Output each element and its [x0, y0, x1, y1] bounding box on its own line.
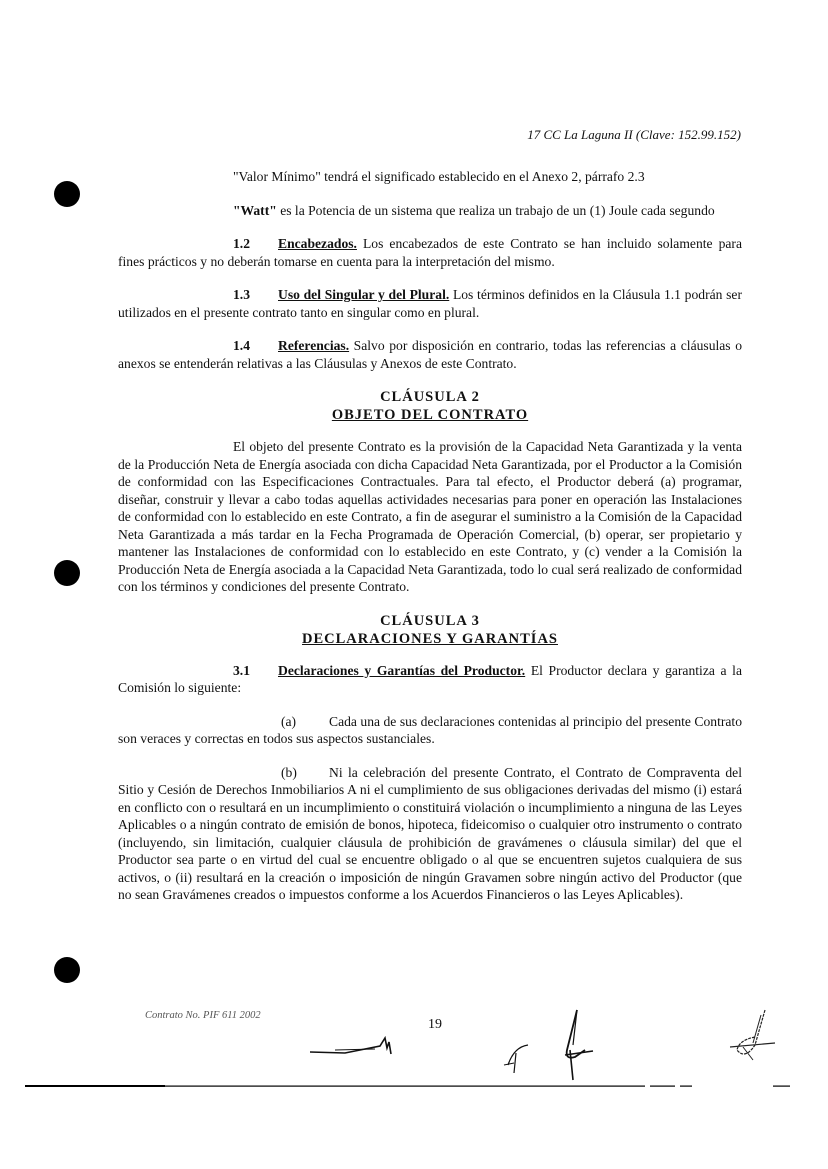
signature-4 [725, 1005, 785, 1065]
definition-watt [118, 202, 742, 220]
section-text: El Productor declara y garantiza a la Comisión lo siguiente: [118, 662, 742, 695]
signature-3 [555, 1005, 605, 1085]
section-title: Uso del Singular y del Plural. [278, 287, 450, 302]
clause-title: DECLARACIONES Y GARANTÍAS [302, 630, 558, 647]
clause-2-heading [118, 388, 742, 424]
section-title: Encabezados. [278, 236, 357, 251]
signature-2 [500, 1035, 540, 1080]
section-text: Los encabezados de este Contrato se han incluido solamente para fines prácticos y no deberán tomarse en cuenta para la interpretación del mismo. [118, 236, 742, 269]
section-1-4 [118, 337, 742, 372]
section-number: 1.4 [233, 338, 250, 353]
punch-hole-top [54, 181, 80, 207]
item-label: (b) [281, 764, 297, 780]
section-number: 1.2 [233, 236, 250, 251]
clause-3-heading [118, 612, 742, 648]
definition-term: "Watt" [233, 202, 277, 218]
bottom-rule [25, 1085, 790, 1087]
section-1-3 [118, 286, 742, 321]
item-text: Ni la celebración del presente Contrato, el Contrato de Compraventa del Sitio y Cesión de Derechos Inmobiliarios A ni el cumplimiento de sus obligaciones derivadas del mismo (i) estará en conflicto con o resultará en un incumplimiento o constituirá violación o incumplimiento a ninguna de las Leyes Aplicables o a ningún contrato de emisión de bonos, hipoteca, fideicomiso o cualquier otro instrumento o contrato (incluyendo, sin limitación, cualquier cláusula de prohibición de gravámenes o cláusula similar) del que el Productor sea parte o en virtud del cual se encuentre obligado o al que se encuentren sujetos cualquiera de sus activos, o (ii) resultará en la creación o imposición de ningún Gravamen sobre ningún activo del Productor (que no sean Gravámenes creados o impuestos conforme a los Acuerdos Financieros o las Leyes Aplicables). [118, 764, 742, 902]
clause-label: CLÁUSULA 2 [380, 389, 480, 405]
definition-valor-minimo [118, 168, 742, 186]
section-text: Salvo por disposición en contrario, todas las referencias a cláusulas o anexos se entenderán relativas a las Cláusulas y Anexos de este Contrato. [118, 338, 742, 371]
definition-term: "Valor Mínimo" [233, 169, 321, 184]
definition-text: tendrá el significado establecido en el Anexo 2, párrafo 2.3 [320, 169, 645, 184]
punch-hole-bottom [54, 957, 80, 983]
section-number: 1.3 [233, 287, 250, 302]
item-b [118, 764, 742, 904]
document-body [118, 168, 742, 920]
signature-1 [305, 1030, 395, 1060]
definition-text: es la Potencia de un sistema que realiza un trabajo de un (1) Joule cada segundo [276, 202, 715, 218]
section-title: Referencias. [278, 338, 350, 353]
clause-2-body: El objeto del presente Contrato es la provisión de la Capacidad Neta Garantizada y la venta de la Producción Neta de Energía asociada con dicha Capacidad Neta Garantizada, por el Productor a la Comisión de conformidad con las Especificaciones Contractuales. Para tal efecto, el Productor deberá (a) programar, diseñar, construir y llevar a cabo todas aquellas actividades necesarias para poner en operación las Instalaciones de conformidad con lo establecido en este Contrato, a fin de asegurar el suministro a la Comisión de la Capacidad Neta Garantizada a más tardar en la Fecha Programada de Operación Comercial, (b) operar, ser propietario y mantener las Instalaciones de conformidad con lo establecido en este Contrato, y (c) vender a la Comisión la Producción Neta de Energía asociada a la Capacidad Neta Garantizada, todo lo cual será realizado de conformidad con los términos y condiciones del presente Contrato. [118, 439, 742, 594]
clause-title: OBJETO DEL CONTRATO [331, 407, 529, 423]
item-text: Cada una de sus declaraciones contenidas al principio del presente Contrato son veraces y correctas en todos sus aspectos sustanciales. [118, 713, 742, 746]
item-label: (a) [281, 713, 297, 729]
section-3-1 [118, 662, 742, 697]
punch-hole-middle [54, 560, 80, 586]
section-title: Declaraciones y Garantías del Productor. [278, 662, 526, 678]
item-a [118, 713, 742, 748]
page-header: 17 CC La Laguna II (Clave: 152.99.152) [527, 127, 741, 142]
page-number: 19 [428, 1017, 442, 1032]
clause-label: CLÁUSULA 3 [380, 612, 480, 629]
section-text: Los términos definidos en la Cláusula 1.1 podrán ser utilizados en el presente contrato tanto en singular como en plural. [118, 287, 742, 320]
contract-number: Contrato No. PIF 611 2002 [145, 1010, 261, 1021]
section-1-2 [118, 235, 742, 270]
section-number: 3.1 [233, 662, 250, 678]
